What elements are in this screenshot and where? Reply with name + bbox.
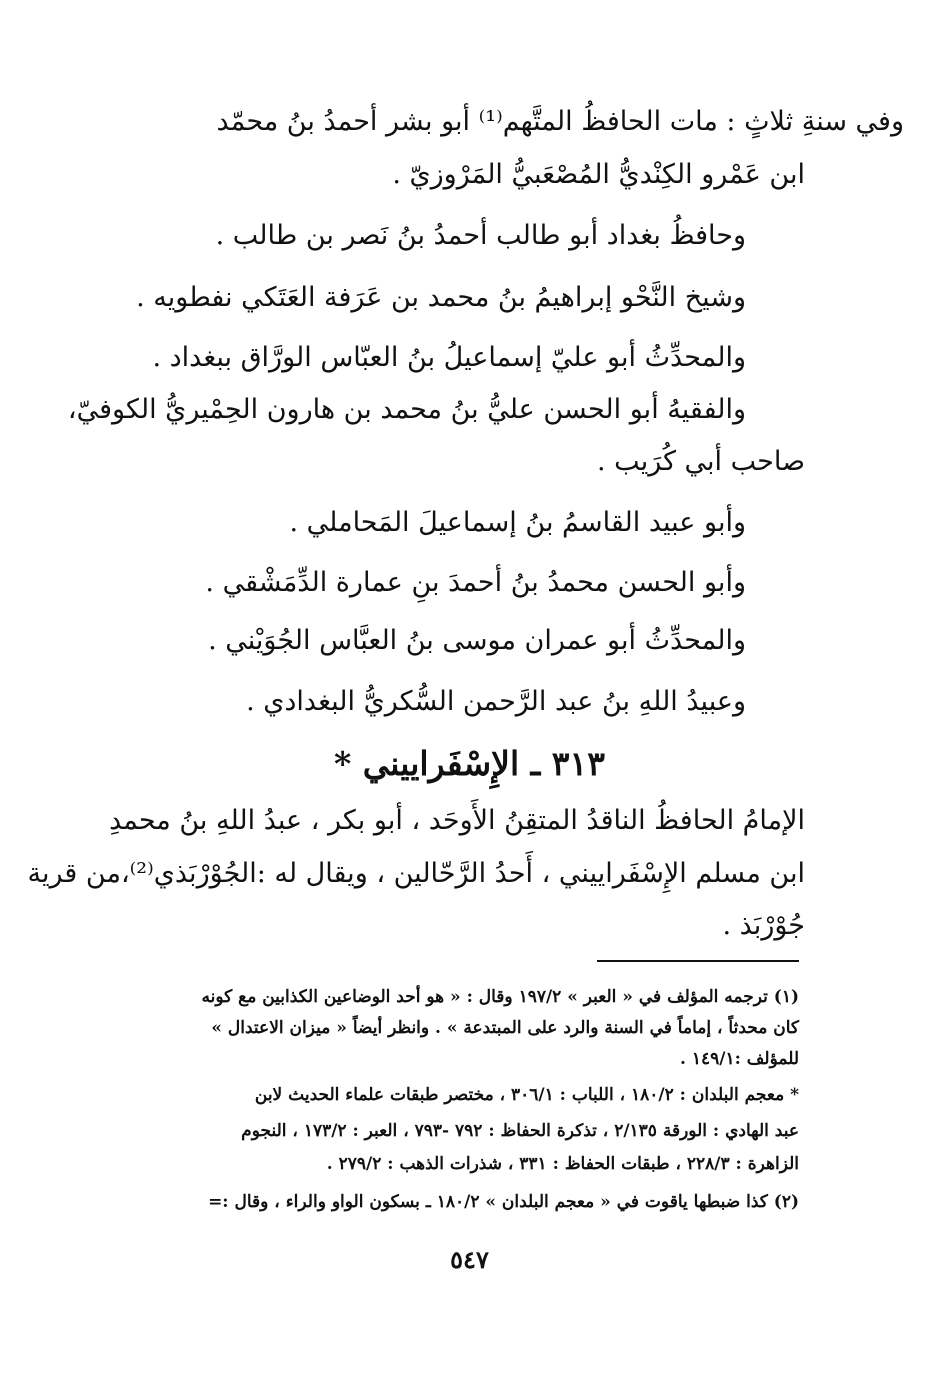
body-line: ابن عَمْرو الكِنْديُّ المُصْعَبيُّ المَرْوزيّ .	[392, 159, 805, 190]
footnote-line: (٢) كذا ضبطها ياقوت في « معجم البلدان » ١٨٠/٢ ـ بسكون الواو والراء ، وقال :=	[208, 1192, 799, 1212]
footnote-line: عبد الهادي : الورقة ٢/١٣٥ ، تذكرة الحفاظ : ٧٩٢ -٧٩٣ ، العبر : ١٧٣/٢ ، النجوم	[241, 1121, 799, 1141]
body-line: وحافظُ بغداد أبو طالب أحمدُ بنُ نَصر بن طالب .	[215, 220, 746, 251]
section-heading: ٣١٣ ـ الإِسْفَراييني *	[334, 744, 605, 783]
body-line: وأبو الحسن محمدُ بنُ أحمدَ بنِ عمارة الدِّمَشْقي .	[205, 567, 746, 598]
body-line: وشيخ النَّحْو إبراهيمُ بنُ محمد بن عَرَفة العَتَكي نفطويه .	[136, 282, 746, 313]
body-line: وأبو عبيد القاسمُ بنُ إسماعيلَ المَحاملي .	[289, 507, 746, 538]
footnote-line: كان محدثاً ، إماماً في السنة والرد على المبتدعة » . وانظر أيضاً « ميزان الاعتدال »	[211, 1018, 799, 1038]
bio-line: الإمامُ الحافظُ الناقدُ المتقِنُ الأَوحَد ، أبو بكر ، عبدُ اللهِ بنُ محمدِ	[109, 805, 805, 836]
footnote-line: للمؤلف :١٤٩/١ .	[680, 1049, 799, 1069]
footnote-line: (١) ترجمه المؤلف في « العبر » ١٩٧/٢ وقال : « هو أحد الوضاعين الكذابين مع كونه	[201, 987, 799, 1007]
body-line: والفقيهُ أبو الحسن عليُّ بنُ محمد بن هارون الحِمْيريُّ الكوفيّ،	[67, 394, 746, 425]
footnote-separator	[597, 960, 799, 962]
body-line: صاحب أبي كُرَيب .	[597, 446, 805, 477]
body-line: وفي سنةِ ثلاثٍ : مات الحافظُ المتَّهم⁽¹⁾ أبو بشر أحمدُ بنُ محمّد	[216, 106, 904, 137]
footnote-line: الزاهرة : ٢٢٨/٣ ، طبقات الحفاظ : ٣٣١ ، شذرات الذهب : ٢٧٩/٢ .	[326, 1154, 799, 1174]
body-line: والمحدِّثُ أبو عليّ إسماعيلُ بنُ العبّاس الورَّاق ببغداد .	[152, 342, 746, 373]
bio-line: ابن مسلم الإِسْفَراييني ، أَحدُ الرَّحّالين ، ويقال له :الجُوْرْبَذي⁽²⁾،من قرية	[27, 858, 805, 889]
page-number: ٥٤٧	[450, 1245, 489, 1274]
body-line: والمحدِّثُ أبو عمران موسى بنُ العبَّاس الجُوَيْني .	[208, 625, 746, 656]
body-line: وعبيدُ اللهِ بنُ عبد الرَّحمن السُّكريُّ البغدادي .	[246, 686, 746, 717]
footnote-line: * معجم البلدان : ١٨٠/٢ ، اللباب : ٣٠٦/١ ، مختصر طبقات علماء الحديث لابن	[254, 1085, 799, 1105]
bio-line: جُوْرْبَذ .	[722, 910, 805, 941]
